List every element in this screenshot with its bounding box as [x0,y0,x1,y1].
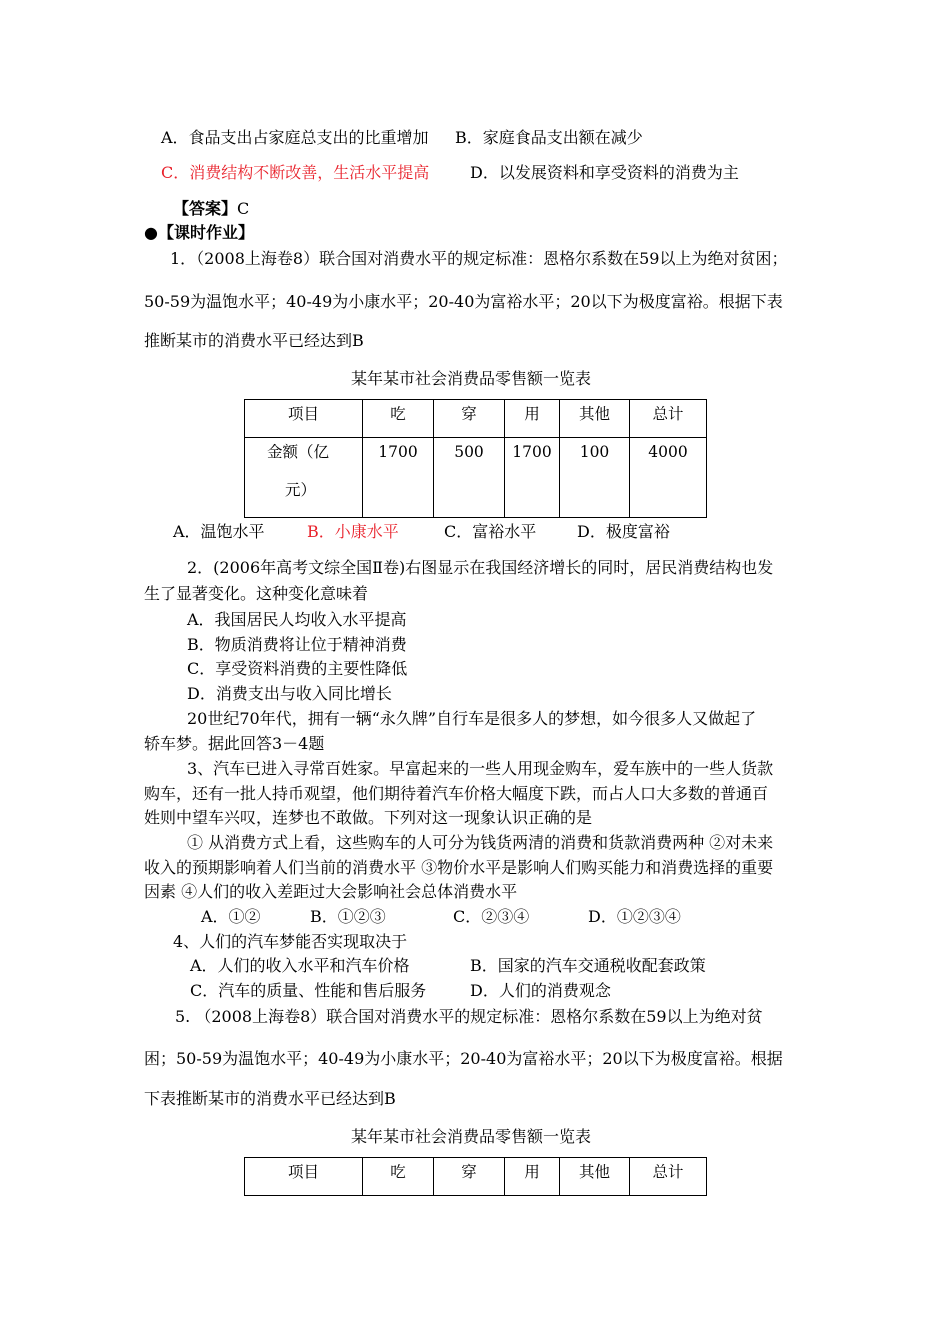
q1-row-label [245,438,363,518]
q3-option-a: A．①② [201,907,261,926]
q5-table [244,1157,707,1196]
q3-option-b: B．①②③ [310,907,386,926]
q2-option-a: A．我国居民人均收入水平提高 [187,610,407,629]
answer-label: 【答案】 [173,199,238,218]
q4-option-a: A．人们的收入水平和汽车价格 [190,956,410,975]
intro-option-a: A．食品支出占家庭总支出的比重增加 [161,128,429,147]
q1-table-title: 某年某市社会消费品零售额一览表 [351,369,592,388]
q5-line-2: 困；50-59为温饱水平；40-49为小康水平；20-40为富裕水平；20以下为极度富裕。根据 [144,1049,783,1068]
q5-table-header-row [245,1158,707,1196]
q1-value-cell: 1700 [505,438,560,518]
q1-value-cell: 4000 [630,438,707,518]
q1-value-cell: 500 [434,438,505,518]
passage-line-2: 轿车梦。据此回答3－4题 [144,734,325,753]
q1-line-3: 推断某市的消费水平已经达到B [144,331,364,350]
q5-line-1: 5. （2008上海卷8）联合国对消费水平的规定标准：恩格尔系数在59以上为绝对贫 [175,1007,763,1026]
q1-row-label-line-2: 元） [285,481,317,499]
q1-row-label-line-1: 金额（亿 [267,443,330,461]
q3-line-5: 收入的预期影响着人们当前的消费水平 ③物价水平是影响人们购买能力和消费选择的重要 [144,858,774,877]
section-title: ●【课时作业】 [144,223,254,242]
intro-option-b: B．家庭食品支出额在减少 [455,128,643,147]
q2-line-1: 2．(2006年高考文综全国Ⅱ卷)右图显示在我国经济增长的同时，居民消费结构也发 [187,558,774,577]
q1-value-cell: 100 [560,438,630,518]
q2-line-2: 生了显著变化。这种变化意味着 [144,584,369,603]
q5-header-cell: 吃 [363,1158,434,1196]
q1-header-cell: 总计 [630,400,707,438]
q1-option-a: A．温饱水平 [173,522,265,541]
q1-option-d: D．极度富裕 [577,522,670,541]
q2-option-b: B．物质消费将让位于精神消费 [187,635,407,654]
q4-option-c: C．汽车的质量、性能和售后服务 [190,981,427,1000]
q3-line-3: 姓则中望车兴叹，连梦也不敢做。下列对这一现象认识正确的是 [144,808,593,827]
q5-table-title: 某年某市社会消费品零售额一览表 [351,1127,592,1146]
q3-option-d: D．①②③④ [588,907,681,926]
q4-option-b: B．国家的汽车交通税收配套政策 [470,956,706,975]
q5-header-cell: 穿 [434,1158,505,1196]
q1-table [244,399,707,518]
q3-option-c: C．②③④ [453,907,530,926]
intro-option-c: C．消费结构不断改善，生活水平提高 [161,163,430,182]
q1-value-cell: 1700 [363,438,434,518]
q5-line-3: 下表推断某市的消费水平已经达到B [144,1089,396,1108]
q1-option-c: C．富裕水平 [444,522,537,541]
intro-option-d: D．以发展资料和享受资料的消费为主 [470,163,739,182]
answer-value: C [237,199,250,218]
q1-header-cell: 项目 [245,400,363,438]
q3-line-1: 3、汽车已进入寻常百姓家。早富起来的一些人用现金购车，爱车族中的一些人货款 [187,759,774,778]
q4-line-1: 4、人们的汽车梦能否实现取决于 [173,932,408,951]
q1-table-row [245,438,707,518]
q3-line-6: 因素 ④人们的收入差距过大会影响社会总体消费水平 [144,882,518,901]
q2-option-d: D．消费支出与收入同比增长 [187,684,392,703]
q1-header-cell: 吃 [363,400,434,438]
intro-answer [173,198,249,220]
q1-line-1: 1．（2008上海卷8）联合国对消费水平的规定标准：恩格尔系数在59以上为绝对贫困； [170,249,788,268]
q5-header-cell: 项目 [245,1158,363,1196]
q1-header-cell: 用 [505,400,560,438]
q1-header-cell: 穿 [434,400,505,438]
q5-header-cell: 用 [505,1158,560,1196]
q4-option-d: D．人们的消费观念 [470,981,611,1000]
q5-header-cell: 总计 [630,1158,707,1196]
q3-line-2: 购车，还有一批人持币观望，他们期待着汽车价格大幅度下跌，而占人口大多数的普通百 [144,784,769,803]
q2-option-c: C．享受资料消费的主要性降低 [187,659,408,678]
q3-line-4: ① 从消费方式上看，这些购车的人可分为钱货两清的消费和货款消费两种 ②对未来 [187,833,774,852]
q1-header-cell: 其他 [560,400,630,438]
q1-table-header-row [245,400,707,438]
q1-option-b: B．小康水平 [307,522,399,541]
passage-line-1: 20世纪70年代，拥有一辆“永久牌”自行车是很多人的梦想，如今很多人又做起了 [187,709,757,728]
q1-line-2: 50-59为温饱水平；40-49为小康水平；20-40为富裕水平；20以下为极度富裕。根据下表 [144,292,783,311]
q5-header-cell: 其他 [560,1158,630,1196]
